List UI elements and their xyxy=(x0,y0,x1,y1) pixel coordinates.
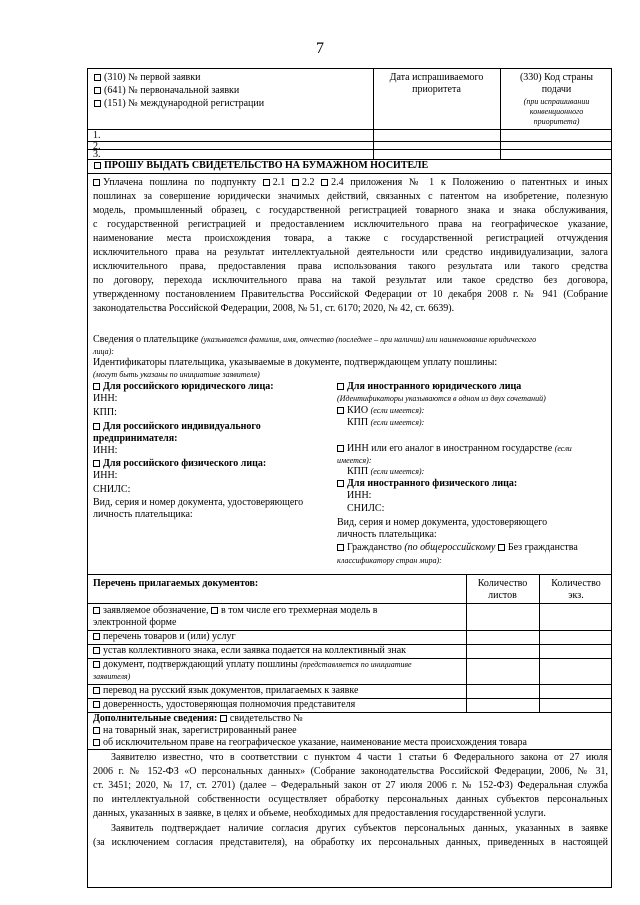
text: Дополнительные сведения: xyxy=(93,713,218,724)
col-sheets: Количество xyxy=(477,578,528,589)
text: в том числе его трехмерная модель в xyxy=(221,605,378,616)
payer-info xyxy=(93,334,536,346)
ru-ip-option[interactable] xyxy=(93,421,261,433)
text: документ, подтверждающий уплату пошлины xyxy=(103,659,298,670)
inn-foreign-option[interactable] xyxy=(337,443,572,455)
checkbox[interactable] xyxy=(94,162,101,169)
fee-text: исключительного права на результат интеллектуальной деятельности или средство индивидуализации, залога xyxy=(93,247,608,258)
inn-foreign-note: имеется): xyxy=(337,456,372,465)
checkbox[interactable] xyxy=(93,460,100,467)
snils-field[interactable]: СНИЛС: xyxy=(347,503,385,514)
fee-text: пошлинах за совершение юридически значимых действий, связанных с патентом на изобретение, полезную xyxy=(93,191,608,202)
citizenship-option[interactable] xyxy=(337,542,578,554)
text: перевод на русский язык документов, прилагаемых к заявке xyxy=(103,685,359,696)
checkbox[interactable] xyxy=(93,383,100,390)
checkbox[interactable] xyxy=(337,544,344,551)
checkbox[interactable] xyxy=(337,383,344,390)
consent-text: (за исключением согласия представителя), на обработку их персональных данных, приведенных в настоящей xyxy=(93,837,608,848)
country-note: (при испрашивании xyxy=(523,97,590,106)
text: 2.4 xyxy=(331,177,344,188)
doc-row-fee-note: заявителя) xyxy=(93,672,131,681)
text: доверенность, удостоверяющая полномочия представителя xyxy=(103,699,356,710)
consent-text: Заявителю известно, что в соответствии с пунктом 4 части 1 статьи 6 Федерального закона от 27 июля xyxy=(111,752,608,763)
id-document-label-2[interactable]: личность плательщика: xyxy=(337,529,437,540)
checkbox[interactable] xyxy=(337,407,344,414)
initial-application-option[interactable] xyxy=(94,85,239,97)
no-citizenship-checkbox[interactable] xyxy=(498,544,505,551)
consent-text: 2006 г. № 152-ФЗ «О персональных данных» (Собрание законодательства Российской Федерации, 2006, № 31, xyxy=(93,766,608,777)
checkbox[interactable] xyxy=(263,179,270,186)
priority-row-2[interactable]: 2. xyxy=(93,141,101,152)
extra-info[interactable] xyxy=(93,713,303,725)
kpp-field[interactable]: КПП: xyxy=(93,407,117,418)
col-copies: Количество xyxy=(551,578,601,589)
country-note-2: конвенционного xyxy=(529,107,584,116)
fee-text: модель, промышленный образец, с государственной регистрацией товарного знака и знака обслуживания, xyxy=(93,205,608,216)
consent-text: ст. 3451; 2020, № 17, ст. 2701) (далее – Федеральный закон от 27 июля 2006 г. № 152-ФЗ) Федеральная служба xyxy=(93,780,608,791)
priority-date-label: Дата испрашиваемого xyxy=(389,72,484,83)
payer-ids-note: (могут быть указаны по инициативе заявителя) xyxy=(93,370,260,379)
application-form xyxy=(87,68,612,888)
text: Для иностранного юридического лица xyxy=(347,381,522,392)
foreign-legal-option[interactable] xyxy=(337,381,521,393)
inn-field[interactable]: ИНН: xyxy=(93,393,118,404)
priority-row-1[interactable]: 1. xyxy=(93,130,101,141)
fee-text: по договору, перехода исключительного права на такой результат или такое средство без договора, xyxy=(93,275,608,286)
text: Для иностранного физического лица: xyxy=(347,478,518,489)
note: (указывается фамилия, имя, отчество (последнее – при наличии) или наименование юридического xyxy=(200,335,537,344)
checkbox[interactable] xyxy=(211,607,218,614)
text: перечень товаров и (или) услуг xyxy=(103,631,236,642)
kio-option[interactable] xyxy=(337,405,424,417)
inn-field[interactable]: ИНН: xyxy=(93,470,118,481)
inn-field[interactable]: ИНН: xyxy=(93,445,118,456)
id-document-label-2[interactable]: личность плательщика: xyxy=(93,509,193,520)
text: устав коллективного знака, если заявка подается на коллективный знак xyxy=(103,645,406,656)
text: КПП xyxy=(347,466,369,477)
doc-row-poa[interactable] xyxy=(93,699,355,711)
checkbox[interactable] xyxy=(93,607,100,614)
checkbox[interactable] xyxy=(93,687,100,694)
text: Для российского физического лица: xyxy=(103,458,267,469)
checkbox[interactable] xyxy=(93,727,100,734)
col-copies-2: экз. xyxy=(568,590,584,601)
checkbox[interactable] xyxy=(292,179,299,186)
checkbox[interactable] xyxy=(93,661,100,668)
note: (если имеется): xyxy=(370,418,425,427)
text: 2.1 xyxy=(272,177,286,188)
doc-row-designation-2: электронной форме xyxy=(93,617,177,628)
kpp-field[interactable] xyxy=(347,466,424,478)
text: Для российского юридического лица: xyxy=(103,381,274,392)
fee-text: с государственной регистрацией и предоставлением исключительного права на географическое указание, xyxy=(93,219,608,230)
consent-text: Заявитель подтверждает наличие согласия других субъектов персональных данных, указанных в заявке xyxy=(111,823,608,834)
checkbox[interactable] xyxy=(93,423,100,430)
text: Для российского индивидуального xyxy=(103,421,261,432)
text: заявляемое обозначение, xyxy=(103,605,209,616)
text: Уплачена пошлина по подпункту xyxy=(103,177,257,188)
ru-person-option[interactable] xyxy=(93,458,266,470)
text: об исключительном праве на географическое указание, наименование места происхождения товара xyxy=(103,737,527,748)
ru-ip-label-2: предпринимателя: xyxy=(93,433,178,444)
checkbox[interactable] xyxy=(93,739,100,746)
first-application-option[interactable] xyxy=(94,72,200,84)
fee-text: наименование места происхождения товара, а также с государственной регистрацией отчуждения xyxy=(93,233,608,244)
checkbox[interactable] xyxy=(337,445,344,452)
note: (по общероссийскому xyxy=(404,542,496,553)
col-sheets-2: листов xyxy=(488,590,517,601)
intl-registration-option[interactable] xyxy=(94,98,264,110)
label: (310) № первой заявки xyxy=(104,72,201,83)
consent-text: по интеллектуальной собственности осуществляет обработку персональных данных субъектов персональных xyxy=(93,794,608,805)
doc-row-designation[interactable] xyxy=(93,605,377,617)
doc-row-fee[interactable] xyxy=(93,659,412,671)
extra-excl-option[interactable] xyxy=(93,737,527,749)
text: 2.2 xyxy=(301,177,315,188)
checkbox[interactable] xyxy=(321,179,328,186)
checkbox[interactable] xyxy=(93,701,100,708)
text: приложения № 1 к Положению о патентных и иных xyxy=(350,177,609,188)
text: Гражданство xyxy=(347,542,402,553)
country-code-label-2: подачи xyxy=(541,84,572,95)
text: КПП xyxy=(347,417,369,428)
doc-row-charter[interactable] xyxy=(93,645,406,657)
doc-row-goods[interactable] xyxy=(93,631,236,643)
label: (151) № международной регистрации xyxy=(104,98,265,109)
payer-ids-title: Идентификаторы плательщика, указываемые в документе, подтверждающем уплату пошлины: xyxy=(93,357,498,368)
checkbox[interactable] xyxy=(337,480,344,487)
fee-text: утвержденному постановлением Правительства Российской Федерации от 10 декабря 2008 г. № 941 (Собрание xyxy=(93,289,608,300)
foreign-person-option[interactable] xyxy=(337,478,517,490)
country-code-label: (330) Код страны xyxy=(519,72,594,83)
citizenship-note: классификатору стран мира): xyxy=(337,556,442,565)
id-document-label: Вид, серия и номер документа, удостоверяющего xyxy=(337,517,548,528)
note: (если имеется): xyxy=(370,406,425,415)
label: (641) № первоначальной заявки xyxy=(104,85,240,96)
docs-header: Перечень прилагаемых документов: xyxy=(93,578,259,589)
checkbox[interactable] xyxy=(93,633,100,640)
note: (если xyxy=(554,444,572,453)
checkbox[interactable] xyxy=(220,715,227,722)
text: Сведения о плательщике xyxy=(93,334,199,345)
ru-legal-option[interactable] xyxy=(93,381,274,393)
payer-info-note: лица): xyxy=(93,347,114,356)
text: Без гражданства xyxy=(507,542,578,553)
extra-tm-option[interactable] xyxy=(93,725,297,737)
fee-line-1 xyxy=(93,177,608,189)
kpp-field[interactable] xyxy=(347,417,424,429)
country-note-3: приоритета) xyxy=(533,117,580,126)
snils-field[interactable]: СНИЛС: xyxy=(93,484,131,495)
checkbox[interactable] xyxy=(93,179,100,186)
page-number: 7 xyxy=(316,40,324,57)
text: ИНН или его аналог в иностранном государстве xyxy=(347,443,553,454)
fee-text-last: законодательства Российской Федерации, 2008, № 51, ст. 6170; 2020, № 42, ст. 6639). xyxy=(93,303,455,314)
checkbox[interactable] xyxy=(94,74,101,81)
priority-row-3[interactable]: 3. xyxy=(93,149,101,160)
doc-row-translation[interactable] xyxy=(93,685,358,697)
text: КИО xyxy=(347,405,369,416)
text: свидетельство № xyxy=(229,713,303,724)
note: (если имеется): xyxy=(370,467,425,476)
checkbox[interactable] xyxy=(93,647,100,654)
priority-date-label-2: приоритета xyxy=(412,84,461,95)
heading: ПРОШУ ВЫДАТЬ СВИДЕТЕЛЬСТВО НА БУМАЖНОМ НОСИТЕЛЕ xyxy=(104,160,429,171)
fee-text: исключительного права, предоставления права использования такого результата или такого средства xyxy=(93,261,608,272)
id-document-label: Вид, серия и номер документа, удостоверяющего xyxy=(93,497,304,508)
checkbox[interactable] xyxy=(94,87,101,94)
paper-certificate-option[interactable] xyxy=(94,160,428,172)
consent-text: данных, указанных в заявке, в целях и объеме, необходимых для предоставления государственной услуги. xyxy=(93,808,546,819)
foreign-legal-note: (Идентификаторы указываются в одном из двух сочетаний) xyxy=(337,394,546,403)
checkbox[interactable] xyxy=(94,100,101,107)
note: (представляется по инициативе xyxy=(300,660,412,669)
text: на товарный знак, зарегистрированный ранее xyxy=(103,725,297,736)
inn-field[interactable]: ИНН: xyxy=(347,490,372,501)
